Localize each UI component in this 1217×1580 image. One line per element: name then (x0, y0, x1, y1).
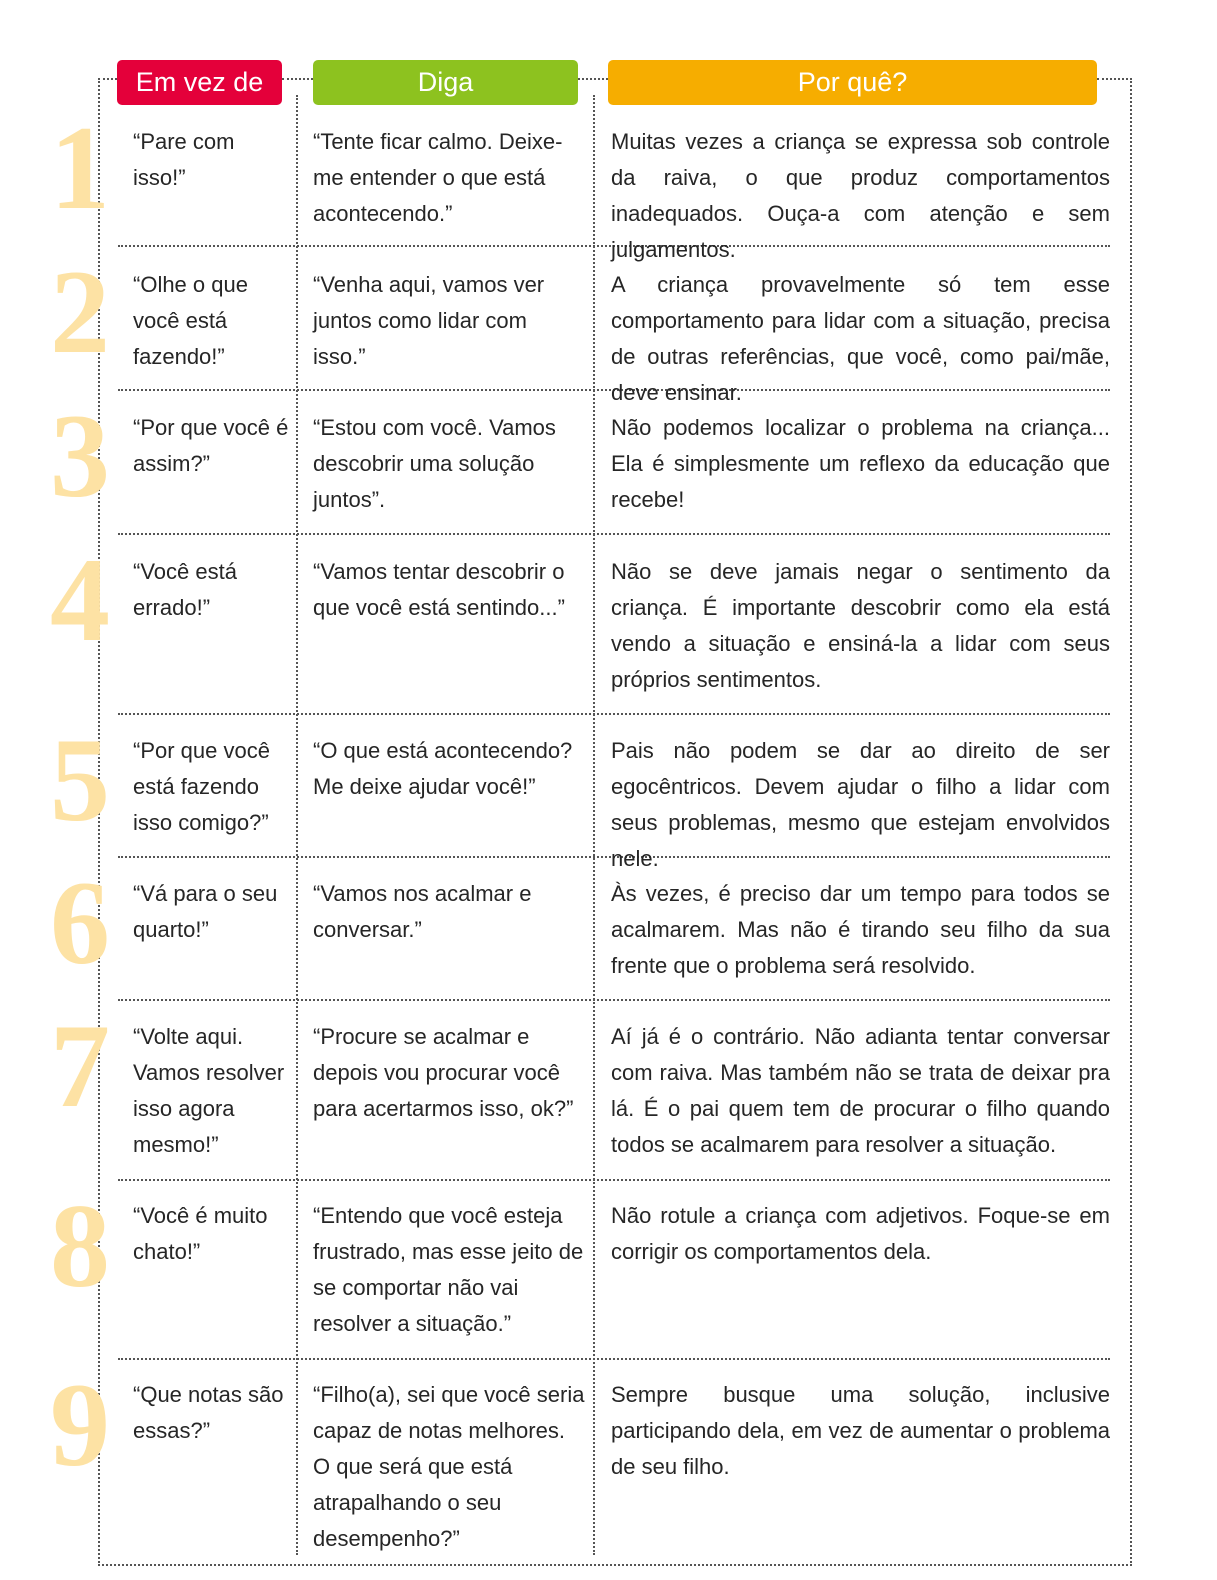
instead-of-cell: “Que notas são essas?” (133, 1382, 284, 1443)
say-cell: “Tente ficar calmo. Deixe-me entender o que está acontecendo.” (313, 129, 563, 226)
why-cell: Aí já é o contrário. Não adianta tentar conversar com raiva. Mas também não se trata de deixar pra lá. É o pai quem tem de procurar o filho quando todos se acalmarem para resolver a situação. (611, 1024, 1110, 1157)
header-why: Por quê? (608, 60, 1097, 105)
row-number: 6 (50, 856, 110, 989)
why-cell: Não se deve jamais negar o sentimento da criança. É importante descobrir como ela está vendo a situação e ensiná-la a lidar com seus próprios sentimentos. (611, 559, 1110, 692)
row-number: 5 (50, 713, 110, 846)
row-number: 3 (50, 389, 110, 522)
say-cell: “Venha aqui, vamos ver juntos como lidar com isso.” (313, 272, 545, 369)
say-cell: “Procure se acalmar e depois vou procurar você para acertarmos isso, ok?” (313, 1024, 574, 1121)
row-separator (118, 1358, 1110, 1360)
say-cell: “Estou com você. Vamos descobrir uma solução juntos”. (313, 415, 556, 512)
row-number: 9 (50, 1358, 110, 1491)
row-separator (118, 999, 1110, 1001)
row-number: 8 (50, 1179, 110, 1312)
say-cell: “Vamos tentar descobrir o que você está sentindo...” (313, 559, 565, 620)
say-cell: “Entendo que você esteja frustrado, mas esse jeito de se comportar não vai resolver a situação.” (313, 1203, 584, 1336)
frame-top-line (282, 78, 313, 80)
why-cell: Não rotule a criança com adjetivos. Foque-se em corrigir os comportamentos dela. (611, 1203, 1110, 1264)
column-divider (296, 95, 298, 1555)
row-separator (118, 713, 1110, 715)
instead-of-cell: “Volte aqui. Vamos resolver isso agora mesmo!” (133, 1024, 285, 1157)
say-cell: “O que está acontecendo? Me deixe ajudar você!” (313, 738, 573, 799)
row-number: 2 (50, 245, 110, 378)
row-number: 4 (50, 533, 110, 666)
instead-of-cell: “Vá para o seu quarto!” (133, 881, 278, 942)
header-instead-of: Em vez de (117, 60, 282, 105)
instead-of-cell: “Por que você é assim?” (133, 415, 289, 476)
frame-top-line (1097, 78, 1128, 80)
why-cell: Não podemos localizar o problema na criança... Ela é simplesmente um reflexo da educação que recebe! (611, 415, 1110, 512)
why-cell: Às vezes, é preciso dar um tempo para todos se acalmarem. Mas não é tirando seu filho da sua frente que o problema será resolvido. (611, 881, 1110, 978)
instead-of-cell: “Olhe o que você está fazendo!” (133, 272, 248, 369)
header-say: Diga (313, 60, 578, 105)
instead-of-cell: “Pare com isso!” (133, 129, 235, 190)
row-separator (118, 1179, 1110, 1181)
why-cell: Pais não podem se dar ao direito de ser egocêntricos. Devem ajudar o filho a lidar com seus problemas, mesmo que estejam envolvidos nele. (611, 738, 1110, 871)
why-cell: A criança provavelmente só tem esse comportamento para lidar com a situação, precisa de outras referências, que você, como pai/mãe, deve ensinar. (611, 272, 1110, 405)
say-cell: “Filho(a), sei que você seria capaz de notas melhores. O que será que está atrapalhando o seu desempenho?” (313, 1382, 585, 1551)
row-number: 7 (50, 999, 110, 1132)
row-separator (118, 533, 1110, 535)
frame-top-line (578, 78, 608, 80)
why-cell: Muitas vezes a criança se expressa sob controle da raiva, o que produz comportamentos inadequados. Ouça-a com atenção e sem julgamentos. (611, 129, 1110, 262)
row-number: 1 (50, 101, 110, 234)
instead-of-cell: “Por que você está fazendo isso comigo?” (133, 738, 270, 835)
say-cell: “Vamos nos acalmar e conversar.” (313, 881, 532, 942)
instead-of-cell: “Você é muito chato!” (133, 1203, 268, 1264)
instead-of-cell: “Você está errado!” (133, 559, 237, 620)
column-divider (593, 95, 595, 1555)
why-cell: Sempre busque uma solução, inclusive participando dela, em vez de aumentar o problema de seu filho. (611, 1382, 1110, 1479)
frame-top-line (98, 78, 117, 80)
